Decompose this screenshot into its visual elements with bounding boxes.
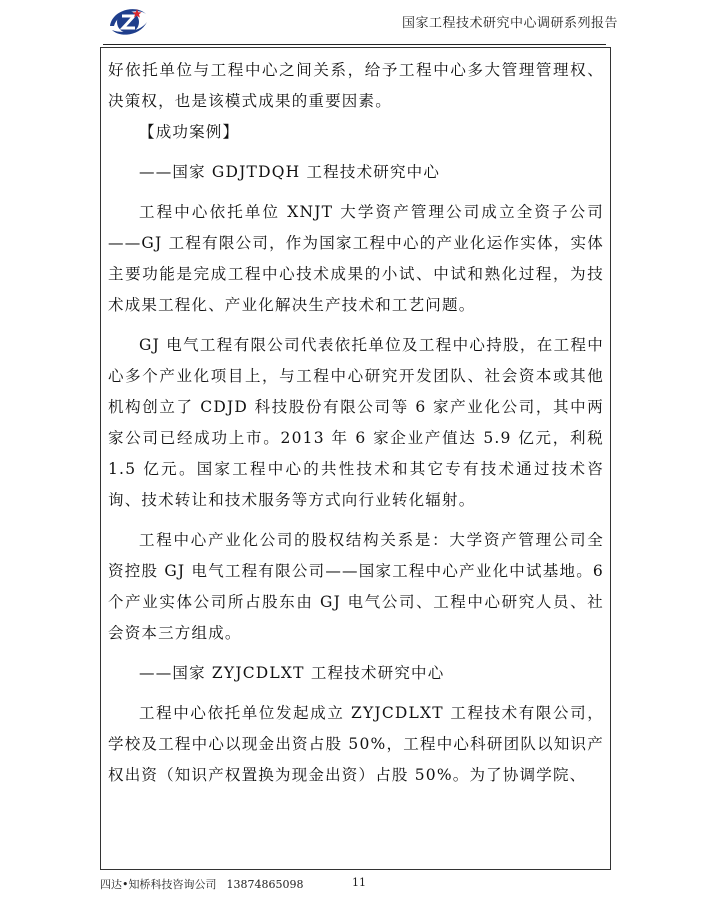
paragraph-1: 好依托单位与工程中心之间关系，给予工程中心多大管理管理权、决策权，也是该模式成果的重要因素。	[108, 61, 604, 110]
footer-phone: 13874865098	[226, 878, 304, 891]
header-divider	[103, 44, 606, 45]
paragraph-4: 工程中心产业化公司的股权结构关系是：大学资产管理公司全资控股 GJ 电气工程有限公司——国家工程中心产业化中试基地。6 个产业实体公司所占股东由 GJ 电气公司、工程中心研究人员、社会资本三方组成。	[108, 531, 604, 642]
footer-company: 四达•知桥科技咨询公司	[100, 878, 217, 891]
company-logo-icon	[106, 4, 150, 40]
page-footer	[100, 876, 366, 892]
paragraph-2: 工程中心依托单位 XNJT 大学资产管理公司成立全资子公司——GJ 工程有限公司，作为国家工程中心的产业化运作实体，实体主要功能是完成工程中心技术成果的小试、中试和熟化过程，为技术成果工程化、产业化解决生产技术和工艺问题。	[108, 203, 604, 314]
paragraph-5: 工程中心依托单位发起成立 ZYJCDLXT 工程技术有限公司，学校及工程中心以现金出资占股 50%，工程中心科研团队以知识产权出资（知识产权置换为现金出资）占股 50%。为了协调学院、	[108, 704, 604, 784]
case-title-1: ——国家 GDJTDQH 工程技术研究中心	[139, 163, 441, 181]
report-series-title: 国家工程技术研究中心调研系列报告	[401, 16, 618, 31]
page-number: 11	[352, 876, 366, 889]
case-title-2: ——国家 ZYJCDLXT 工程技术研究中心	[139, 664, 445, 682]
case-heading: 【成功案例】	[139, 123, 240, 141]
document-body	[108, 55, 604, 791]
paragraph-3: GJ 电气工程有限公司代表依托单位及工程中心持股，在工程中心多个产业化项目上，与工程中心研究开发团队、社会资本或其他机构创立了 CDJD 科技股份有限公司等 6 家产业化公司，其中两家公司已经成功上市。2013 年 6 家企业产值达 5.9 亿元，利税 1.5 亿元。国家工程中心的共性技术和其它专有技术通过技术咨询、技术转让和技术服务等方式向行业转化辐射。	[108, 336, 604, 509]
